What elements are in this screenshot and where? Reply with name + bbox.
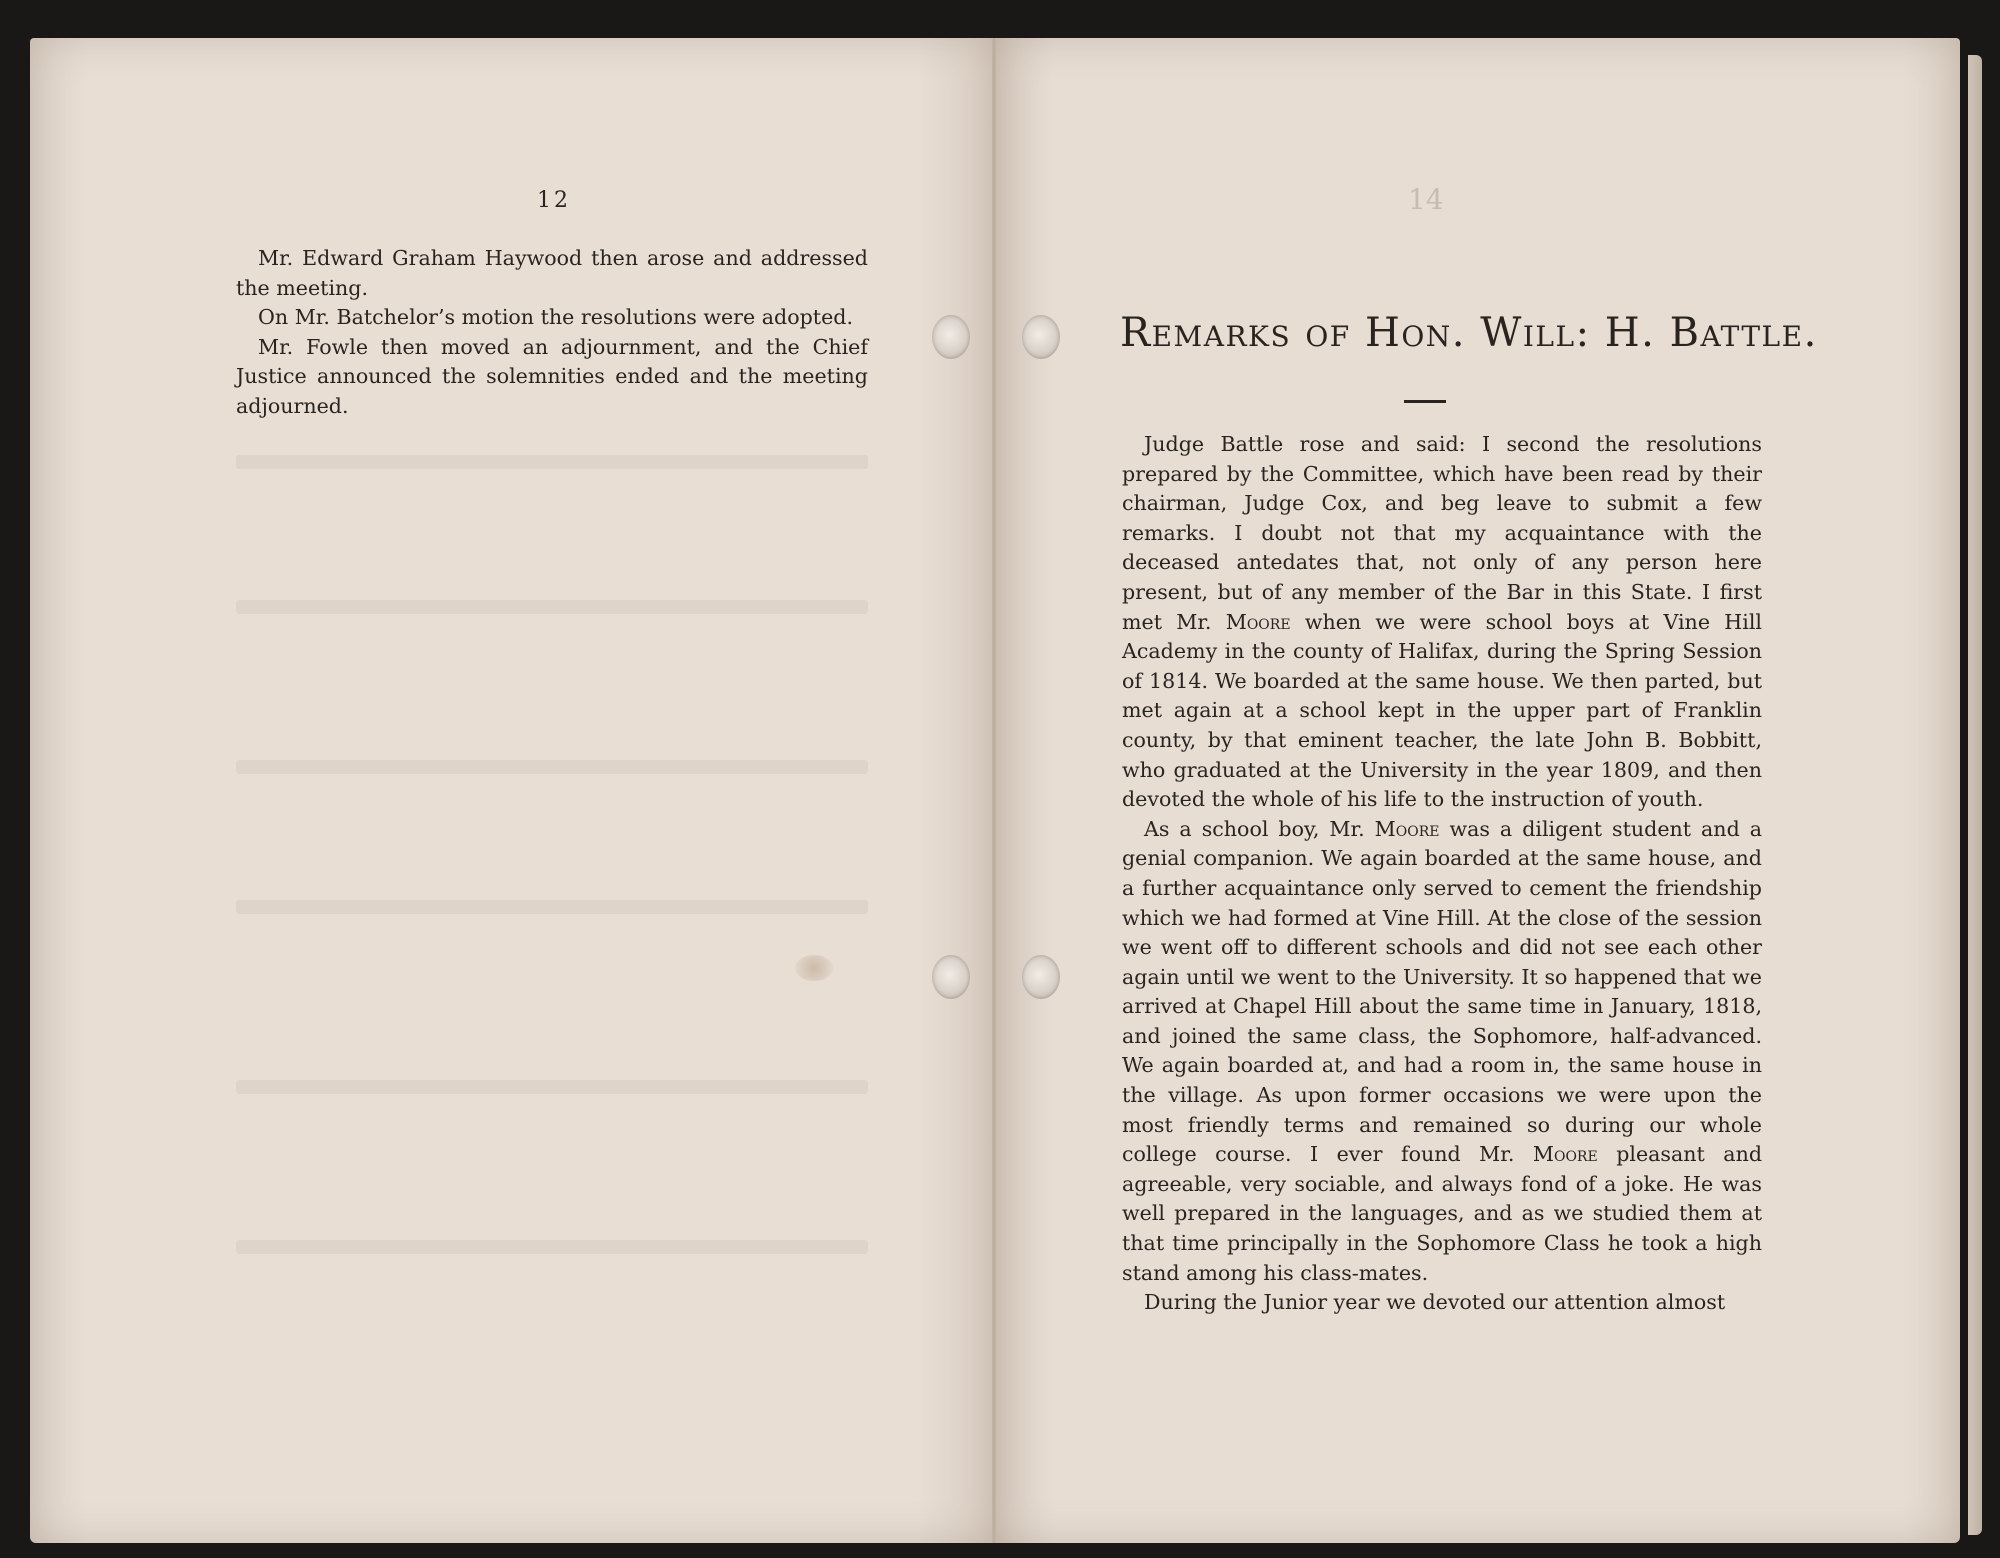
paragraph: On Mr. Batchelor’s motion the resolutions were adopted. — [258, 305, 853, 330]
gutter — [992, 38, 996, 1543]
paragraph-text: was a diligent student and a genial companion. We again boarded at the same house, and a further acquaintance only served to cement the friendship which we had formed at Vine Hill. At the close of the session we went off to different schools and did not see each other again until we went to the University. It so happened that we arrived at Chapel Hill about the same time in January, 1818, and joined the same class, the Sophomore, half-advanced. We again boarded at, and had a room in, the same house in the village. As upon former occasions we were upon the most friendly terms and remained so during our whole college course. I ever found Mr. — [1122, 816, 1763, 1167]
section-heading: Remarks of Hon. Will: H. Battle. — [1120, 310, 1818, 356]
show-through — [236, 760, 868, 774]
show-through-page-number: 14 — [1408, 183, 1444, 216]
binding-hole — [932, 955, 970, 999]
page-number: 12 — [537, 188, 571, 213]
paragraph-text: pleasant and agreeable, very sociable, and always fond of a joke. He was well prepared in the languages, and as we studied them at that time principally in the Sophomore Class he took a high stand among his class-mates. — [1122, 1142, 1763, 1285]
paragraph — [1122, 430, 1762, 815]
heading-rule — [1404, 400, 1446, 403]
show-through — [236, 1080, 868, 1094]
show-through — [236, 455, 868, 469]
show-through — [236, 900, 868, 914]
paragraph-text: As a school boy, Mr. — [1144, 816, 1365, 841]
person-name: Moore — [1225, 609, 1291, 634]
binding-hole — [1022, 955, 1060, 999]
paragraph: Mr. Fowle then moved an adjournment, and the Chief Justice announced the solemnities ended and the meeting adjourned. — [236, 334, 868, 418]
person-name: Moore — [1532, 1142, 1598, 1167]
paper-stain — [795, 955, 833, 981]
paragraph — [1122, 815, 1762, 1289]
paragraph: During the Junior year we devoted our attention almost — [1144, 1290, 1726, 1315]
binding-hole — [1022, 315, 1060, 359]
page-edge — [1968, 55, 1982, 1535]
show-through — [236, 1240, 868, 1254]
right-page-text — [1122, 430, 1762, 1318]
paragraph-text: Judge Battle rose and said: I second the resolutions prepared by the Committee, which have been read by their chairman, Judge Cox, and beg leave to submit a few remarks. I doubt not that my acquaintance with the deceased antedates that, not only of any person here present, but of any member of the Bar in this State. I first met Mr. — [1122, 432, 1762, 634]
show-through — [236, 600, 868, 614]
left-page-text — [236, 244, 868, 422]
binding-hole — [932, 315, 970, 359]
person-name: Moore — [1374, 816, 1440, 841]
paragraph: Mr. Edward Graham Haywood then arose and addressed the meeting. — [236, 246, 868, 300]
paragraph-text: when we were school boys at Vine Hill Academy in the county of Halifax, during the Spring Session of 1814. We boarded at the same house. We then parted, but met again at a school kept in the upper part of Franklin county, by that eminent teacher, the late John B. Bobbitt, who graduated at the University in the year 1809, and then devoted the whole of his life to the instruction of youth. — [1122, 609, 1762, 812]
